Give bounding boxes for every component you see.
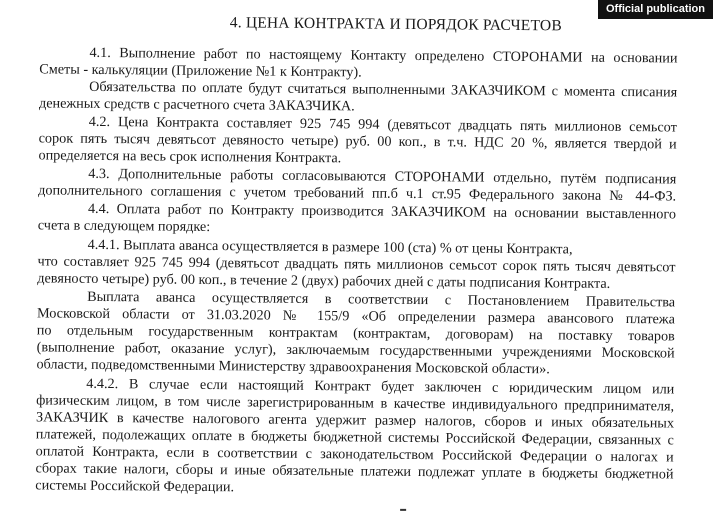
- paragraph-line: сорок пять тысяч девятьсот девяносто четыре) руб. 00 коп., в т.ч. НДС 20 %, является твердой и: [38, 130, 677, 153]
- paragraph-line: денежных средств с расчетного счета ЗАКАЗЧИКА.: [38, 95, 355, 115]
- paragraph-line: Выплата аванса осуществляется в соответствии с Постановлением Правительства: [87, 288, 676, 311]
- paragraph-line: 4.4.1. Выплата аванса осуществляется в размере 100 (ста) % от цены Контракта,: [87, 236, 573, 258]
- paragraph-line: физическим лицом, в том числе зарегистрированным в качестве индивидуального предпринимателя,: [36, 392, 675, 415]
- paragraph-line: счета в следующем порядке:: [37, 217, 211, 236]
- paragraph-line: 4.3. Дополнительные работы согласовываются СТОРОНАМИ отдельно, путём подписания: [88, 165, 677, 188]
- paragraph-line: Московской области от 31.03.2020 № 155/9 «Об определении размера авансового платежа: [36, 305, 676, 328]
- paragraph-line: ЗАКАЗЧИК в качестве налогового агента удержит размер налогов, сборов и иных обязательных: [35, 409, 675, 432]
- paragraph-line: оплатой Контракта, если в соответствии с законодательством Российской Федерации о налогах и: [35, 443, 674, 466]
- paragraph-line: что составляет 925 745 994 (девятьсот двадцать пять миллионов семьсот сорок пять тысяч девятьсот: [37, 253, 676, 276]
- paragraph-line: определяется на весь срок исполнения Контракта.: [38, 147, 342, 167]
- paragraph-line: Обязательства по оплате будут считаться выполненными ЗАКАЗЧИКОМ с момента списания: [89, 78, 678, 101]
- paragraph-line: Сметы - калькуляции (Приложение №1 к Контракту).: [39, 61, 362, 81]
- paragraph-line: 4.2. Цена Контракта составляет 925 745 994 (девятьсот двадцать пять миллионов семьсот: [88, 113, 677, 136]
- paragraph-line: системы Российской Федерации.: [35, 477, 235, 496]
- paragraph-line: сборах такие налоги, сборы и иные обязательные платежи подлежат уплате в бюджеты бюджетной: [35, 460, 674, 483]
- paragraph-line: 4.1. Выполнение работ по настоящему Контакту определено СТОРОНАМИ на основании: [89, 44, 678, 67]
- paragraph-line: дополнительного соглашения с учетом требований пп.б ч.1 ст.95 Федерального закона № 44-ФЗ.: [38, 182, 677, 205]
- section-heading: 4. ЦЕНА КОНТРАКТА И ПОРЯДОК РАСЧЕТОВ: [229, 14, 562, 35]
- official-publication-badge: Official publication: [598, 0, 713, 19]
- paragraph-line: области, подведомственными Министерству здравоохранения Московской области».: [36, 356, 550, 378]
- paragraph-line: (выполнение работ, оказание услуг), заключаемым государственными учреждениями Московской: [36, 339, 675, 362]
- paragraph-line: по отдельным государственным контрактам (контрактам, договорам) на поставку товаров: [36, 322, 675, 345]
- paragraph-line: платежей, подолежащих оплате в бюджеты бюджетной системы Российской Федерации, связанных с: [35, 426, 674, 449]
- paragraph-line: 4.4. Оплата работ по Контракту производится ЗАКАЗЧИКОМ на основании выставленного: [87, 200, 677, 223]
- paragraph-line: девяносто четыре) руб. 00 коп., в течение 2 (двух) рабочих дней с даты подписания Контракта.: [37, 270, 611, 292]
- scan-mark: [400, 509, 406, 511]
- paragraph-line: 4.4.2. В случае если настоящий Контракт будет заключен с юридическим лицом или: [86, 375, 675, 398]
